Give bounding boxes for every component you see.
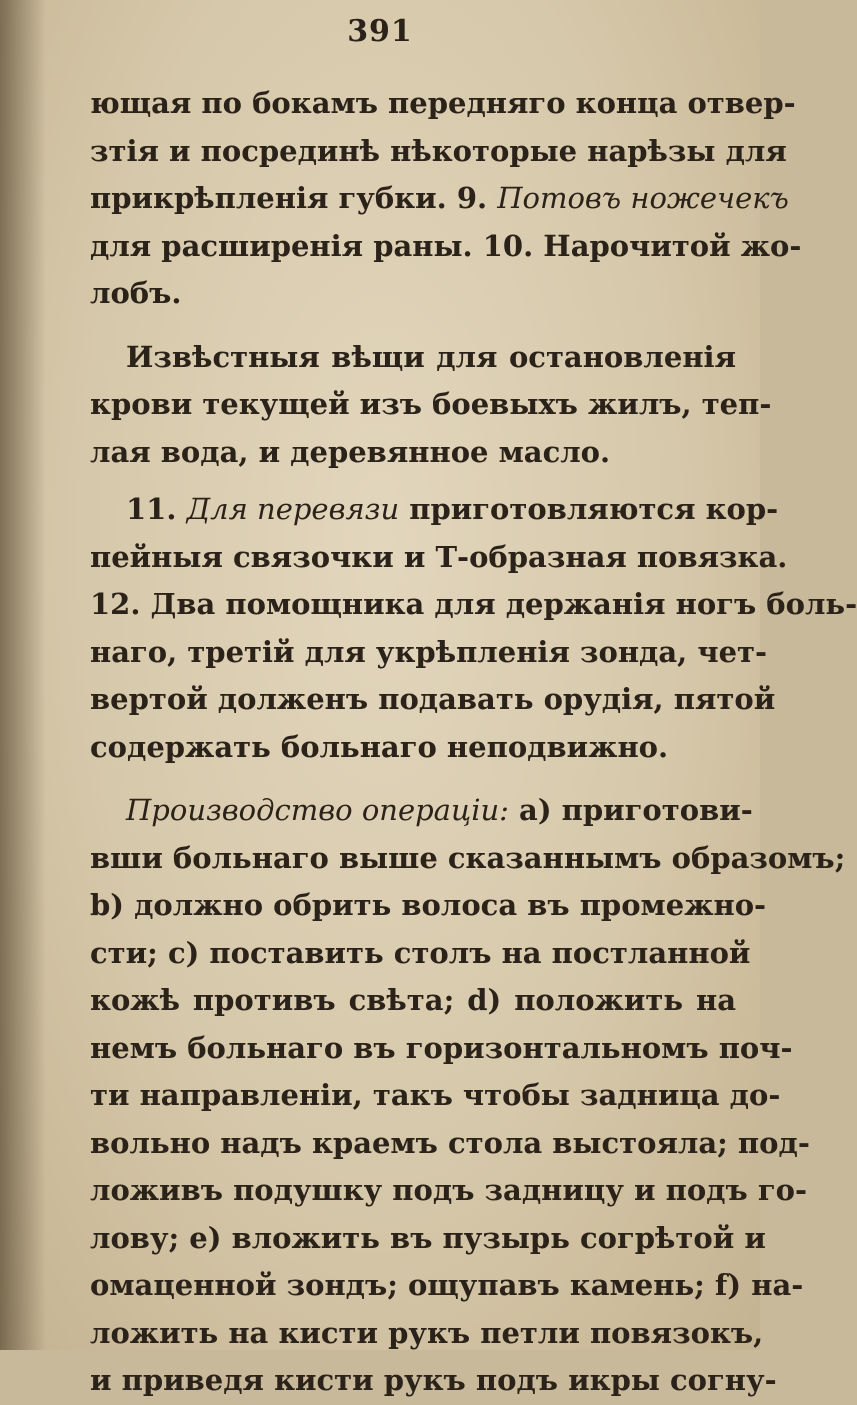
text-span: содержать больнаго неподвижно. [90,729,669,764]
text-line [90,486,779,534]
text-line [90,1310,764,1358]
italic-text: Потовъ ножечекъ [497,181,789,215]
text-line [90,1120,810,1168]
text-span: сти; c) поставить столъ на постланной [90,935,751,970]
paragraph-gap [90,771,736,787]
page-text [90,80,857,1405]
text-span: лая вода, и деревянное масло. [90,434,611,469]
text-span: 12. Два помощника для держанія ногъ боль- [90,587,857,621]
text-line [90,977,736,1025]
text-line [90,429,736,477]
text-span: ти направленіи, такъ чтобы задница до- [90,1078,781,1112]
text-span: крови текущей изъ боевыхъ жилъ, теп- [90,387,772,421]
text-line [90,223,802,271]
text-line [90,724,736,772]
text-span: зтія и посрединѣ нѣкоторые нарѣзы для [90,133,787,168]
text-line [90,334,736,382]
text-line [90,1025,793,1073]
text-span: ложить на кисти рукъ петли повязокъ, [90,1315,764,1350]
text-span: лову; e) вложить въ пузырь согрѣтой и [90,1220,766,1255]
text-span: омаценной зондъ; ощупавъ камень; f) на- [90,1268,804,1302]
text-line [90,1262,804,1310]
text-line [90,270,736,318]
text-span: немъ больнаго въ горизонтальномъ поч- [90,1030,793,1065]
paragraph-gap [90,318,736,334]
text-span: и приведя кисти рукъ подъ икры согну- [90,1363,777,1397]
paragraph [90,80,802,318]
text-span: пейныя связочки и Т-образная повязка. [90,539,788,574]
text-line [90,676,776,724]
text-line [90,930,751,978]
text-line [90,128,787,176]
text-line [90,1167,807,1215]
text-span: ющая по бокамъ передняго конца отвер- [90,86,796,120]
text-line [90,534,788,582]
paragraph [90,486,857,771]
text-line [90,629,768,677]
page-edge-shadow [0,0,46,1350]
text-line [90,80,796,128]
text-line [90,175,789,223]
text-span: для расширенія раны. 10. Нарочитой жо- [90,228,802,263]
page-number: 391 [347,14,413,49]
text-line [90,1215,766,1263]
text-line [90,381,772,429]
text-span: наго, третій для укрѣпленія зонда, чет- [90,634,768,669]
text-span: кожѣ противъ свѣта; d) положить на [90,983,736,1017]
text-span: приготовляются кор- [399,492,779,526]
text-line [90,1072,781,1120]
paragraph [90,334,772,477]
text-span: ложивъ подушку подъ задницу и подъ го- [90,1173,807,1207]
text-span: вольно надъ краемъ стола выстояла; под- [90,1125,810,1160]
text-span: вертой долженъ подавать орудія, пятой [90,682,776,716]
italic-text: Для перевязи [186,492,400,526]
italic-text: Производство операціи: [126,793,509,827]
text-span: лобъ. [90,276,182,310]
text-span: Извѣстныя вѣщи для остановленія [126,339,736,374]
text-line [90,882,767,930]
text-line [90,1357,777,1405]
text-line [90,787,753,835]
text-line [90,581,857,629]
paragraph-gap [90,476,736,486]
text-span: вши больнаго выше сказаннымъ образомъ; [90,840,846,875]
text-line [90,835,846,883]
paragraph [90,787,846,1405]
text-span: b) должно обрить волоса въ промежно- [90,888,767,922]
text-span: a) приготови- [508,793,753,827]
text-span: 11. [126,492,187,526]
text-span: прикрѣпленія губки. 9. [90,181,498,215]
